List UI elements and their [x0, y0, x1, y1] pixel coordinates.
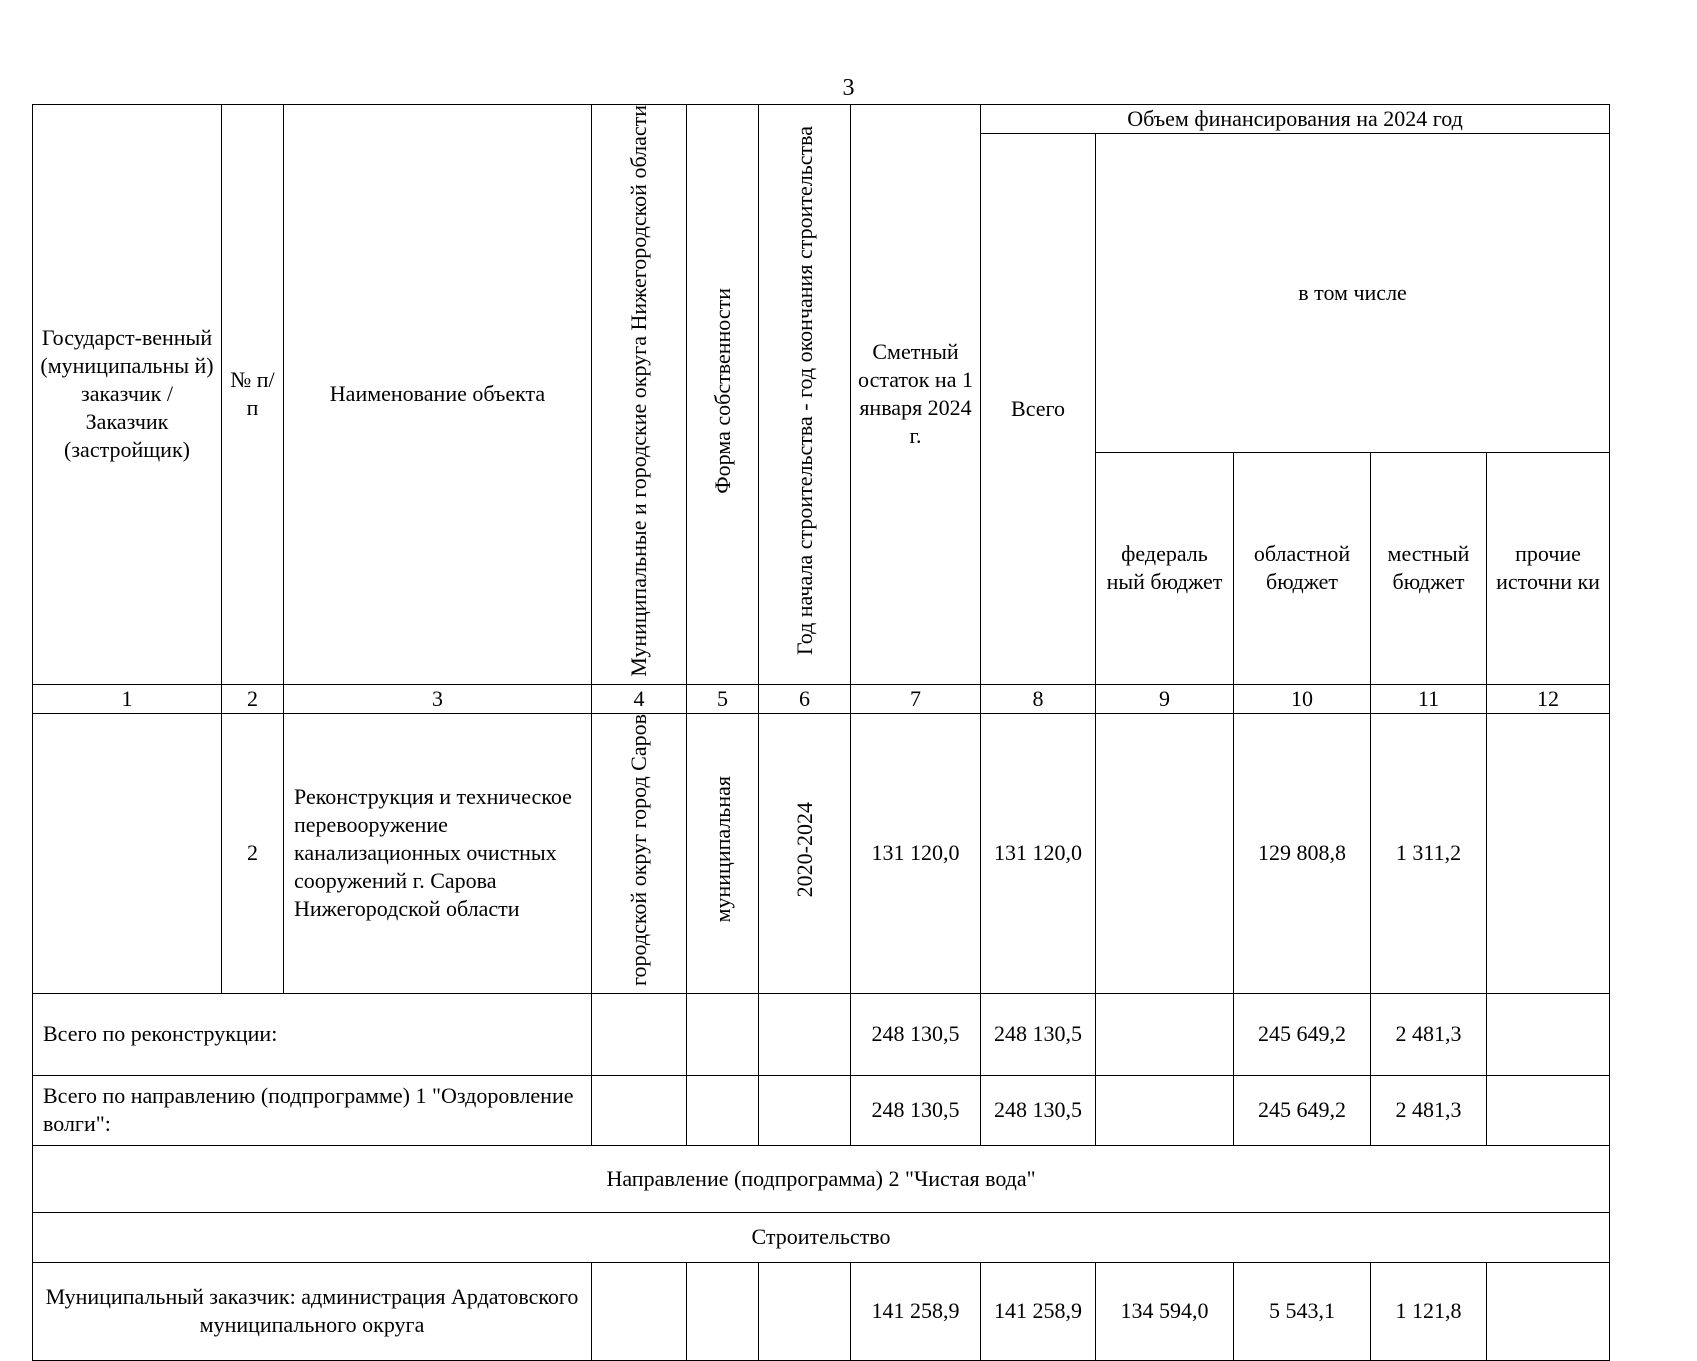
direction-total-regional: 245 649,2 — [1234, 1075, 1371, 1145]
object-federal — [1096, 713, 1234, 993]
column-number: 7 — [851, 684, 981, 713]
direction-total-total: 248 130,5 — [981, 1075, 1096, 1145]
direction-total-label: Всего по направлению (подпрограмме) 1 "Оздоровление волги": — [33, 1075, 592, 1145]
customer-label: Муниципальный заказчик: администрация Ардатовского муниципального округа — [33, 1262, 592, 1360]
empty-cell — [759, 1075, 851, 1145]
header-years-cell — [759, 105, 851, 685]
header-including: в том числе — [1096, 134, 1610, 453]
header-local: местный бюджет — [1371, 452, 1487, 684]
empty-cell — [687, 1262, 759, 1360]
object-years: 2020-2024 — [791, 801, 817, 898]
column-number: 4 — [592, 684, 687, 713]
header-ownership-cell — [687, 105, 759, 685]
reconstruction-total-federal — [1096, 993, 1234, 1075]
column-number: 8 — [981, 684, 1096, 713]
header-regional: областной бюджет — [1234, 452, 1371, 684]
header-years: Год начала строительства - год окончания строительства — [791, 126, 817, 656]
table-row-customer — [33, 1262, 1610, 1360]
object-local: 1 311,2 — [1371, 713, 1487, 993]
customer-local: 1 121,8 — [1371, 1262, 1487, 1360]
header-total: Всего — [981, 134, 1096, 685]
column-number: 5 — [687, 684, 759, 713]
header-ownership: Форма собственности — [709, 287, 735, 494]
object-years-cell — [759, 713, 851, 993]
reconstruction-total-label: Всего по реконструкции: — [33, 993, 592, 1075]
empty-cell — [687, 993, 759, 1075]
direction-2-title: Направление (подпрограмма) 2 "Чистая вода" — [33, 1145, 1610, 1212]
column-number: 11 — [1371, 684, 1487, 713]
header-other: прочие источни ки — [1487, 452, 1610, 684]
object-ownership-cell — [687, 713, 759, 993]
reconstruction-total-regional: 245 649,2 — [1234, 993, 1371, 1075]
financing-table — [32, 104, 1610, 1361]
reconstruction-total-other — [1487, 993, 1610, 1075]
header-municipal: Муниципальные и городские округа Нижегородской области — [626, 105, 651, 677]
object-regional: 129 808,8 — [1234, 713, 1371, 993]
direction-total-other — [1487, 1075, 1610, 1145]
direction-total-local: 2 481,3 — [1371, 1075, 1487, 1145]
header-object-name: Наименование объекта — [284, 105, 592, 685]
empty-cell — [687, 1075, 759, 1145]
object-name: Реконструкция и техническое перевооружение канализационных очистных сооружений г. Сарова Нижегородской области — [284, 713, 592, 993]
object-total: 131 120,0 — [981, 713, 1096, 993]
column-number: 9 — [1096, 684, 1234, 713]
empty-cell — [759, 993, 851, 1075]
object-num: 2 — [222, 713, 284, 993]
object-estimate: 131 120,0 — [851, 713, 981, 993]
customer-federal: 134 594,0 — [1096, 1262, 1234, 1360]
column-number: 12 — [1487, 684, 1610, 713]
empty-cell — [592, 1262, 687, 1360]
column-number: 1 — [33, 684, 222, 713]
empty-cell — [592, 993, 687, 1075]
header-estimate: Сметный остаток на 1 января 2024 г. — [851, 105, 981, 685]
column-number: 10 — [1234, 684, 1371, 713]
customer-estimate: 141 258,9 — [851, 1262, 981, 1360]
header-financing: Объем финансирования на 2024 год — [981, 105, 1610, 134]
column-number: 2 — [222, 684, 284, 713]
object-other — [1487, 713, 1610, 993]
direction-total-estimate: 248 130,5 — [851, 1075, 981, 1145]
page-number: 3 — [842, 75, 855, 101]
construction-title: Строительство — [33, 1212, 1610, 1262]
reconstruction-total-estimate: 248 130,5 — [851, 993, 981, 1075]
header-federal: федераль ный бюджет — [1096, 452, 1234, 684]
customer-total: 141 258,9 — [981, 1262, 1096, 1360]
reconstruction-total-total: 248 130,5 — [981, 993, 1096, 1075]
empty-cell — [592, 1075, 687, 1145]
table-row-direction-total — [33, 1075, 1610, 1145]
table-row-reconstruction-total — [33, 993, 1610, 1075]
reconstruction-total-local: 2 481,3 — [1371, 993, 1487, 1075]
column-number: 6 — [759, 684, 851, 713]
header-municipal-cell — [592, 105, 687, 685]
table-row-object — [33, 713, 1610, 993]
object-municipal: городской округ город Саров — [626, 713, 651, 986]
object-ownership: муниципальная — [709, 776, 735, 923]
header-customer: Государст-венный (муниципальны й) заказчик / Заказчик (застройщик) — [33, 105, 222, 685]
empty-cell — [759, 1262, 851, 1360]
customer-regional: 5 543,1 — [1234, 1262, 1371, 1360]
direction-total-federal — [1096, 1075, 1234, 1145]
object-customer — [33, 713, 222, 993]
header-num: № п/п — [222, 105, 284, 685]
customer-other — [1487, 1262, 1610, 1360]
column-number: 3 — [284, 684, 592, 713]
object-municipal-cell — [592, 713, 687, 993]
